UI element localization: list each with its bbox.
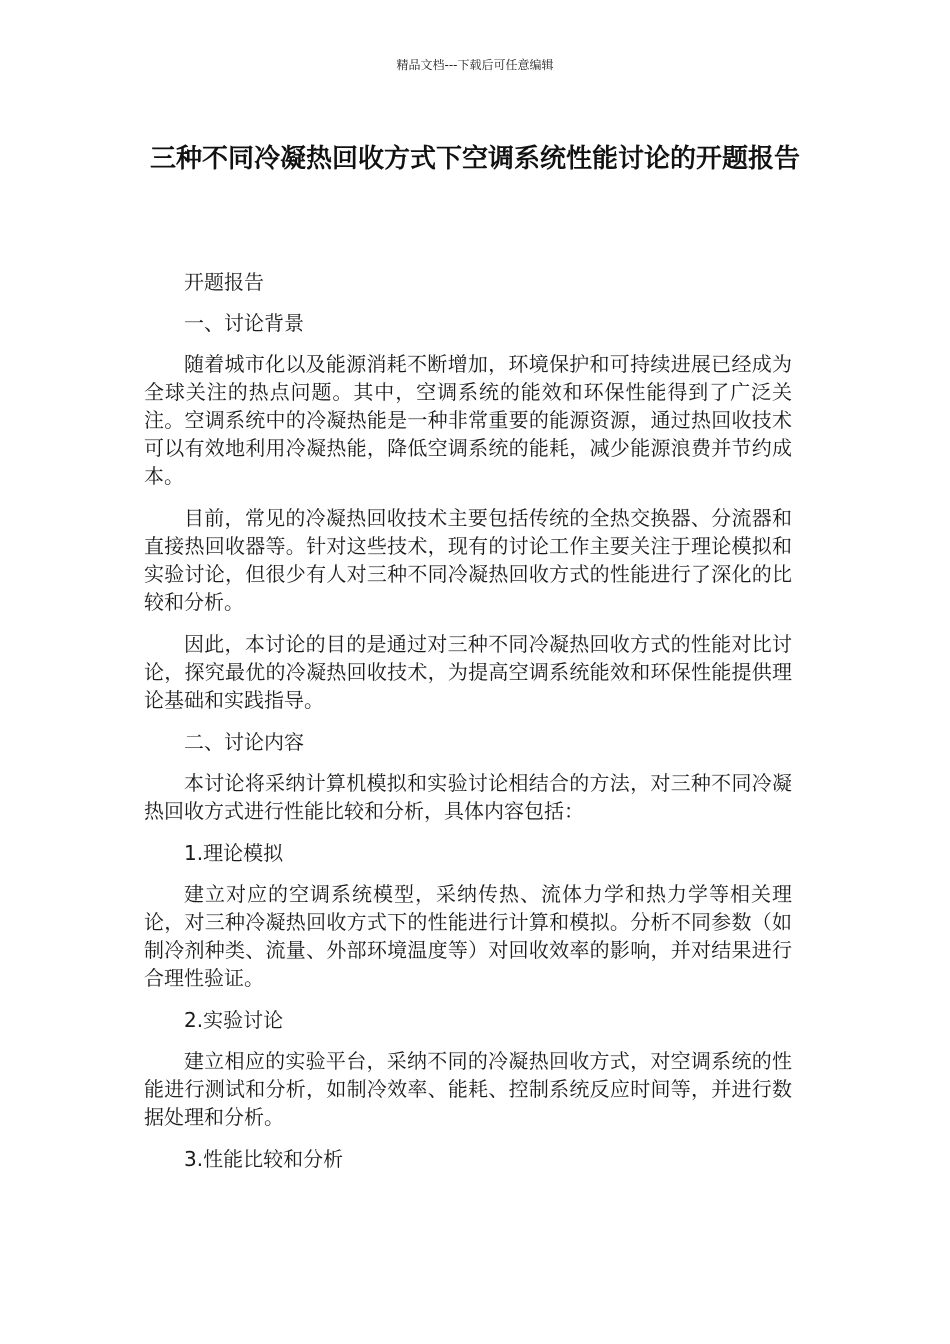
subheading-experiment: 2.实验讨论 (184, 1008, 284, 1032)
paragraph-report-label: 开题报告 (184, 270, 264, 294)
section-heading-content: 二、讨论内容 (184, 730, 304, 754)
subheading-performance-comparison: 3.性能比较和分析 (184, 1147, 344, 1171)
document-title: 三种不同冷凝热回收方式下空调系统性能讨论的开题报告 (149, 144, 800, 174)
page-header-note: 精品文档---下载后可任意编辑 (396, 58, 554, 72)
paragraph-experiment: 建立相应的实验平台，采纳不同的冷凝热回收方式，对空调系统的性能进行测试和分析，如制冷效率、能耗、控制系统反应时间等，并进行数据处理和分析。 (144, 1049, 792, 1129)
paragraph-background-3: 因此，本讨论的目的是通过对三种不同冷凝热回收方式的性能对比讨论，探究最优的冷凝热回收技术，为提高空调系统能效和环保性能提供理论基础和实践指导。 (144, 632, 792, 712)
paragraph-background-2: 目前，常见的冷凝热回收技术主要包括传统的全热交换器、分流器和直接热回收器等。针对这些技术，现有的讨论工作主要关注于理论模拟和实验讨论，但很少有人对三种不同冷凝热回收方式的性能进行了深化的比较和分析。 (144, 506, 792, 614)
paragraph-content-intro: 本讨论将采纳计算机模拟和实验讨论相结合的方法，对三种不同冷凝热回收方式进行性能比较和分析，具体内容包括： (144, 771, 792, 823)
paragraph-background-1: 随着城市化以及能源消耗不断增加，环境保护和可持续进展已经成为全球关注的热点问题。其中，空调系统的能效和环保性能得到了广泛关注。空调系统中的冷凝热能是一种非常重要的能源资源，通过热回收技术可以有效地利用冷凝热能，降低空调系统的能耗，减少能源浪费并节约成本。 (144, 352, 792, 488)
section-heading-background: 一、讨论背景 (184, 311, 304, 335)
paragraph-theory-simulation: 建立对应的空调系统模型，采纳传热、流体力学和热力学等相关理论，对三种冷凝热回收方式下的性能进行计算和模拟。分析不同参数（如制冷剂种类、流量、外部环境温度等）对回收效率的影响，并对结果进行合理性验证。 (144, 882, 792, 990)
subheading-theory-simulation: 1.理论模拟 (184, 841, 284, 865)
document-body (144, 268, 792, 1173)
